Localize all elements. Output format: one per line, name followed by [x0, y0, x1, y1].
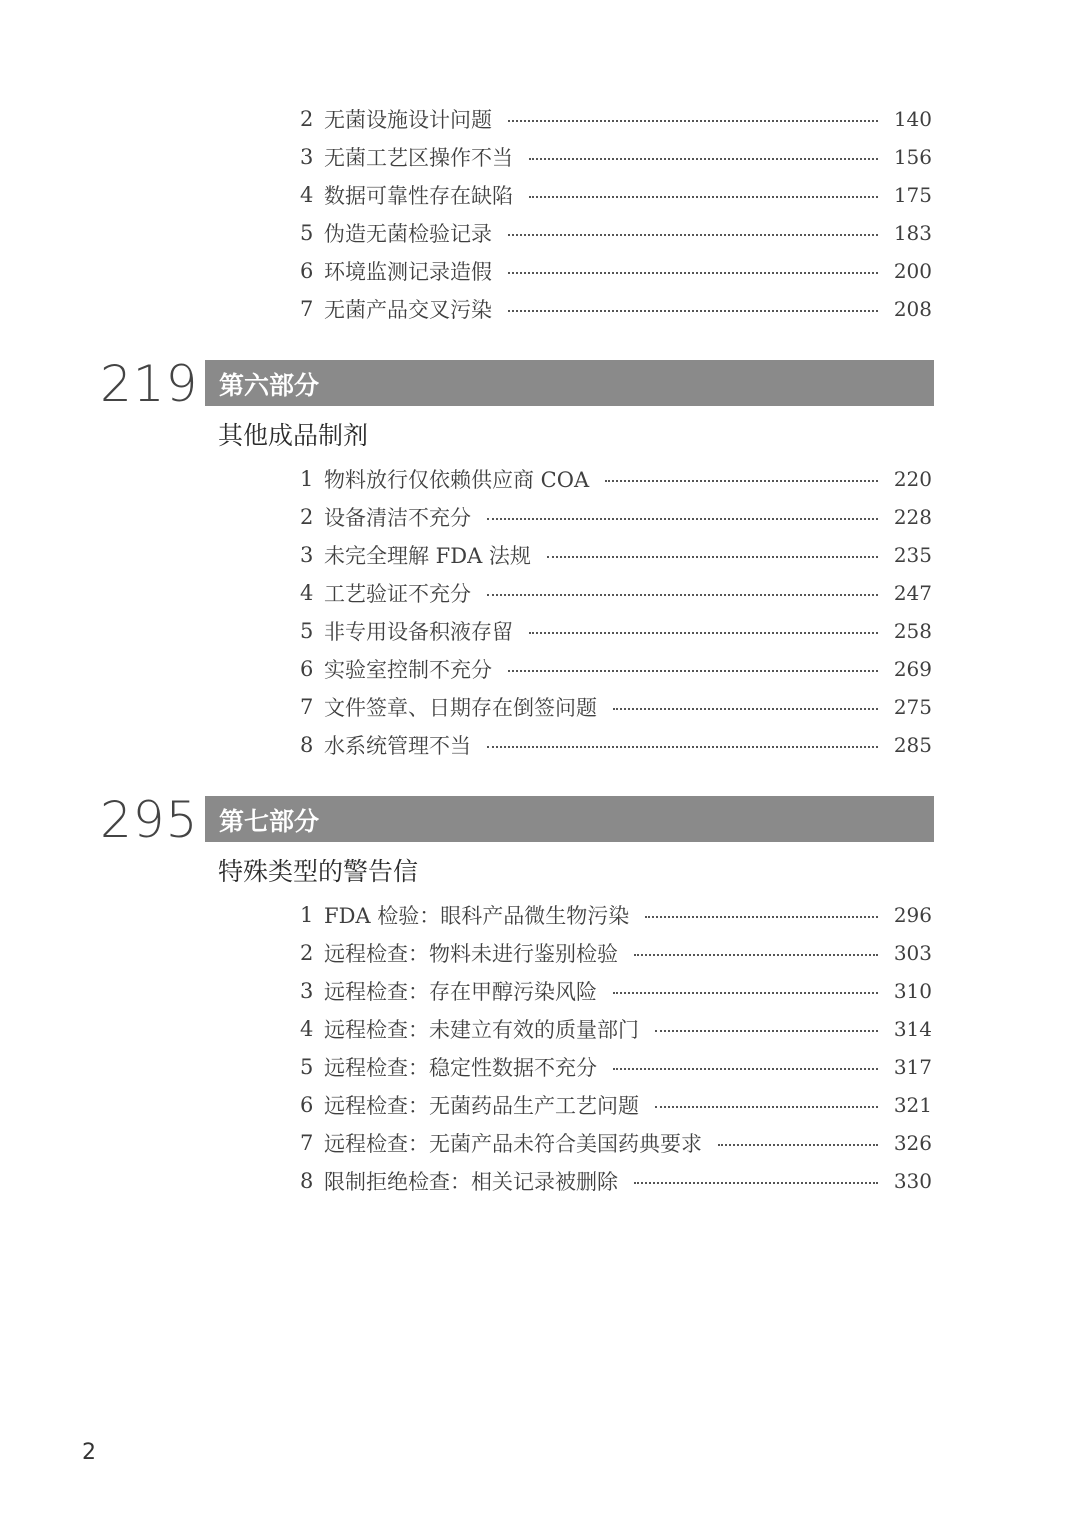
- part-header-bar: [205, 360, 934, 406]
- entry-title: 设备清洁不充分: [324, 506, 471, 530]
- entry-number: 6: [300, 1093, 314, 1117]
- entry-title: 远程检查：未建立有效的质量部门: [324, 1018, 639, 1042]
- toc-entry[interactable]: [300, 1010, 932, 1048]
- toc-entry[interactable]: [300, 290, 932, 328]
- dot-leader: [529, 158, 878, 160]
- dot-leader: [529, 632, 878, 634]
- entry-title: 无菌工艺区操作不当: [324, 146, 513, 170]
- entry-number: 7: [300, 1131, 314, 1155]
- entry-number: 1: [300, 467, 314, 491]
- toc-list-part7: [300, 896, 932, 1200]
- part-start-page: 295: [100, 791, 199, 849]
- toc-entry[interactable]: [300, 574, 932, 612]
- entry-title: 文件签章、日期存在倒签问题: [324, 696, 597, 720]
- entry-page: 140: [893, 107, 932, 131]
- dot-leader: [613, 992, 878, 994]
- dot-leader: [508, 670, 878, 672]
- dot-leader: [508, 120, 878, 122]
- entry-page: 247: [893, 581, 932, 605]
- entry-number: 4: [300, 1017, 314, 1041]
- entry-page: 220: [893, 467, 932, 491]
- entry-title: 远程检查：无菌药品生产工艺问题: [324, 1094, 639, 1118]
- entry-title: 限制拒绝检查：相关记录被删除: [324, 1170, 618, 1194]
- entry-page: 156: [893, 145, 932, 169]
- entry-page: 175: [893, 183, 932, 207]
- entry-title: 远程检查：稳定性数据不充分: [324, 1056, 597, 1080]
- entry-title: 远程检查：物料未进行鉴别检验: [324, 942, 618, 966]
- toc-entry[interactable]: [300, 1162, 932, 1200]
- entry-title: 远程检查：无菌产品未符合美国药典要求: [324, 1132, 702, 1156]
- entry-page: 228: [893, 505, 932, 529]
- toc-entry[interactable]: [300, 1048, 932, 1086]
- dot-leader: [508, 310, 878, 312]
- entry-title: FDA 检验：眼科产品微生物污染: [324, 904, 630, 928]
- entry-number: 1: [300, 903, 314, 927]
- entry-page: 235: [893, 543, 932, 567]
- entry-page: 269: [893, 657, 932, 681]
- entry-number: 4: [300, 581, 314, 605]
- dot-leader: [634, 1182, 878, 1184]
- toc-entry[interactable]: [300, 650, 932, 688]
- dot-leader: [613, 708, 878, 710]
- entry-page: 321: [893, 1093, 932, 1117]
- part-subtitle: 其他成品制剂: [218, 421, 369, 450]
- entry-page: 303: [893, 941, 932, 965]
- entry-number: 2: [300, 505, 314, 529]
- entry-title: 非专用设备积液存留: [324, 620, 513, 644]
- toc-entry[interactable]: [300, 176, 932, 214]
- toc-entry[interactable]: [300, 252, 932, 290]
- toc-list-prev: [300, 100, 932, 328]
- entry-number: 3: [300, 543, 314, 567]
- entry-title: 无菌产品交叉污染: [324, 298, 492, 322]
- entry-number: 8: [300, 1169, 314, 1193]
- dot-leader: [487, 746, 878, 748]
- dot-leader: [508, 234, 878, 236]
- entry-number: 7: [300, 297, 314, 321]
- toc-list-part6: [300, 460, 932, 764]
- dot-leader: [613, 1068, 878, 1070]
- toc-entry[interactable]: [300, 972, 932, 1010]
- dot-leader: [487, 518, 878, 520]
- entry-page: 200: [893, 259, 932, 283]
- entry-number: 5: [300, 619, 314, 643]
- entry-page: 326: [893, 1131, 932, 1155]
- toc-entry[interactable]: [300, 460, 932, 498]
- dot-leader: [718, 1144, 878, 1146]
- part-label: 第六部分: [219, 371, 320, 400]
- page-number: 2: [82, 1440, 96, 1465]
- toc-entry[interactable]: [300, 100, 932, 138]
- entry-title: 无菌设施设计问题: [324, 108, 492, 132]
- entry-number: 6: [300, 657, 314, 681]
- toc-entry[interactable]: [300, 1124, 932, 1162]
- entry-number: 2: [300, 941, 314, 965]
- dot-leader: [605, 480, 878, 482]
- entry-title: 物料放行仅依赖供应商 COA: [324, 468, 590, 492]
- entry-number: 3: [300, 145, 314, 169]
- entry-title: 伪造无菌检验记录: [324, 222, 492, 246]
- entry-page: 183: [893, 221, 932, 245]
- toc-entry[interactable]: [300, 688, 932, 726]
- toc-entry[interactable]: [300, 934, 932, 972]
- entry-page: 314: [893, 1017, 932, 1041]
- entry-page: 330: [893, 1169, 932, 1193]
- toc-entry[interactable]: [300, 1086, 932, 1124]
- entry-page: 310: [893, 979, 932, 1003]
- entry-title: 远程检查：存在甲醇污染风险: [324, 980, 597, 1004]
- entry-number: 8: [300, 733, 314, 757]
- dot-leader: [508, 272, 878, 274]
- toc-entry[interactable]: [300, 536, 932, 574]
- part-header-bar: [205, 796, 934, 842]
- entry-title: 环境监测记录造假: [324, 260, 492, 284]
- toc-entry[interactable]: [300, 138, 932, 176]
- dot-leader: [529, 196, 878, 198]
- entry-page: 317: [893, 1055, 932, 1079]
- entry-page: 285: [893, 733, 932, 757]
- entry-title: 水系统管理不当: [324, 734, 471, 758]
- toc-entry[interactable]: [300, 214, 932, 252]
- dot-leader: [547, 556, 878, 558]
- entry-number: 4: [300, 183, 314, 207]
- entry-number: 5: [300, 221, 314, 245]
- part-label: 第七部分: [219, 807, 320, 836]
- toc-entry[interactable]: [300, 896, 932, 934]
- entry-page: 275: [893, 695, 932, 719]
- dot-leader: [487, 594, 878, 596]
- toc-entry[interactable]: [300, 612, 932, 650]
- entry-title: 数据可靠性存在缺陷: [324, 184, 513, 208]
- toc-entry[interactable]: [300, 726, 932, 764]
- dot-leader: [655, 1030, 878, 1032]
- part-start-page: 219: [100, 355, 199, 413]
- entry-title: 实验室控制不充分: [324, 658, 492, 682]
- part-subtitle: 特殊类型的警告信: [218, 857, 419, 886]
- entry-number: 3: [300, 979, 314, 1003]
- dot-leader: [634, 954, 878, 956]
- entry-title: 工艺验证不充分: [324, 582, 471, 606]
- entry-number: 2: [300, 107, 314, 131]
- toc-entry[interactable]: [300, 498, 932, 536]
- entry-title: 未完全理解 FDA 法规: [324, 544, 531, 568]
- dot-leader: [655, 1106, 878, 1108]
- entry-number: 7: [300, 695, 314, 719]
- entry-page: 296: [893, 903, 932, 927]
- entry-page: 208: [893, 297, 932, 321]
- entry-number: 6: [300, 259, 314, 283]
- dot-leader: [645, 916, 878, 918]
- entry-number: 5: [300, 1055, 314, 1079]
- entry-page: 258: [893, 619, 932, 643]
